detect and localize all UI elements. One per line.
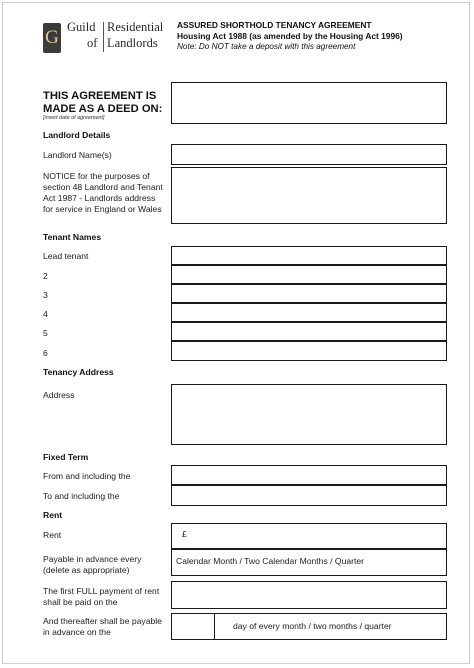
payable-frequency-field[interactable]	[171, 549, 447, 576]
term-from-label: From and including the	[43, 471, 131, 481]
tenant-label-3: 3	[43, 290, 48, 300]
payable-label	[43, 554, 141, 576]
landlord-name-field[interactable]	[171, 144, 447, 165]
rent-amount-field[interactable]	[171, 523, 447, 549]
tenant-field-3[interactable]	[171, 284, 447, 303]
logo-text-landlords: Landlords	[107, 36, 158, 50]
first-payment-label	[43, 586, 159, 608]
tenant-field-4[interactable]	[171, 303, 447, 322]
tenant-field-2[interactable]	[171, 265, 447, 284]
address-field[interactable]	[171, 384, 447, 445]
thereafter-label	[43, 616, 162, 638]
thereafter-line-1: And thereafter shall be payable	[43, 616, 162, 626]
document-subtitle: Housing Act 1988 (as amended by the Housing Act 1996)	[177, 31, 403, 41]
first-payment-line-2: shall be paid on the	[43, 597, 118, 607]
payable-line-1: Payable in advance every	[43, 554, 142, 564]
landlord-notice-label	[43, 171, 163, 215]
tenancy-agreement-page	[2, 2, 470, 664]
first-payment-field[interactable]	[171, 581, 447, 609]
tenant-field-5[interactable]	[171, 322, 447, 341]
deed-heading-line-1: THIS AGREEMENT IS	[43, 90, 157, 102]
logo-divider	[103, 22, 104, 52]
term-from-field[interactable]	[171, 465, 447, 485]
landlord-name-label: Landlord Name(s)	[43, 150, 112, 160]
tenant-label-4: 4	[43, 309, 48, 319]
payable-line-2: (delete as appropriate)	[43, 565, 130, 575]
deed-heading	[43, 90, 162, 116]
term-to-field[interactable]	[171, 485, 447, 506]
notice-line-4: for service in England or Wales	[43, 204, 162, 214]
rent-label: Rent	[43, 530, 62, 540]
tenant-names-heading: Tenant Names	[43, 232, 102, 242]
rent-heading: Rent	[43, 510, 63, 520]
tenant-label-5: 5	[43, 328, 48, 338]
address-label: Address	[43, 390, 75, 400]
notice-line-1: NOTICE for the purposes of	[43, 171, 150, 181]
logo-text-residential: Residential	[107, 20, 164, 34]
tenant-field-lead[interactable]	[171, 246, 447, 265]
tenant-field-6[interactable]	[171, 341, 447, 361]
payment-period-field[interactable]	[214, 613, 447, 640]
guild-logo-mark: G	[43, 23, 61, 53]
fixed-term-heading: Fixed Term	[43, 452, 89, 462]
term-to-label: To and including the	[43, 491, 120, 501]
notice-line-3: Act 1987 - Landlords address	[43, 193, 156, 203]
thereafter-line-2: in advance on the	[43, 627, 111, 637]
tenant-label-lead: Lead tenant	[43, 251, 89, 261]
tenant-label-6: 6	[43, 348, 48, 358]
currency-symbol: £	[182, 529, 187, 539]
logo-text-guild: Guild	[67, 20, 96, 34]
payable-frequency-options: Calendar Month / Two Calendar Months / Quarter	[176, 556, 365, 566]
landlord-details-heading: Landlord Details	[43, 130, 111, 140]
tenant-label-2: 2	[43, 271, 48, 281]
payment-period-options: day of every month / two months / quarter	[233, 621, 392, 631]
deed-date-hint: [insert date of agreement]	[43, 115, 105, 121]
landlord-address-field[interactable]	[171, 167, 447, 224]
deposit-note: Note: Do NOT take a deposit with this agreement	[177, 42, 356, 51]
tenancy-address-heading: Tenancy Address	[43, 367, 114, 377]
first-payment-line-1: The first FULL payment of rent	[43, 586, 160, 596]
document-title: ASSURED SHORTHOLD TENANCY AGREEMENT	[177, 20, 372, 30]
payment-day-field[interactable]	[171, 613, 215, 640]
deed-heading-line-2: MADE AS A DEED ON:	[43, 103, 163, 115]
deed-date-field[interactable]	[171, 82, 447, 124]
logo-text-of: of	[87, 36, 98, 50]
notice-line-2: section 48 Landlord and Tenant	[43, 182, 163, 192]
